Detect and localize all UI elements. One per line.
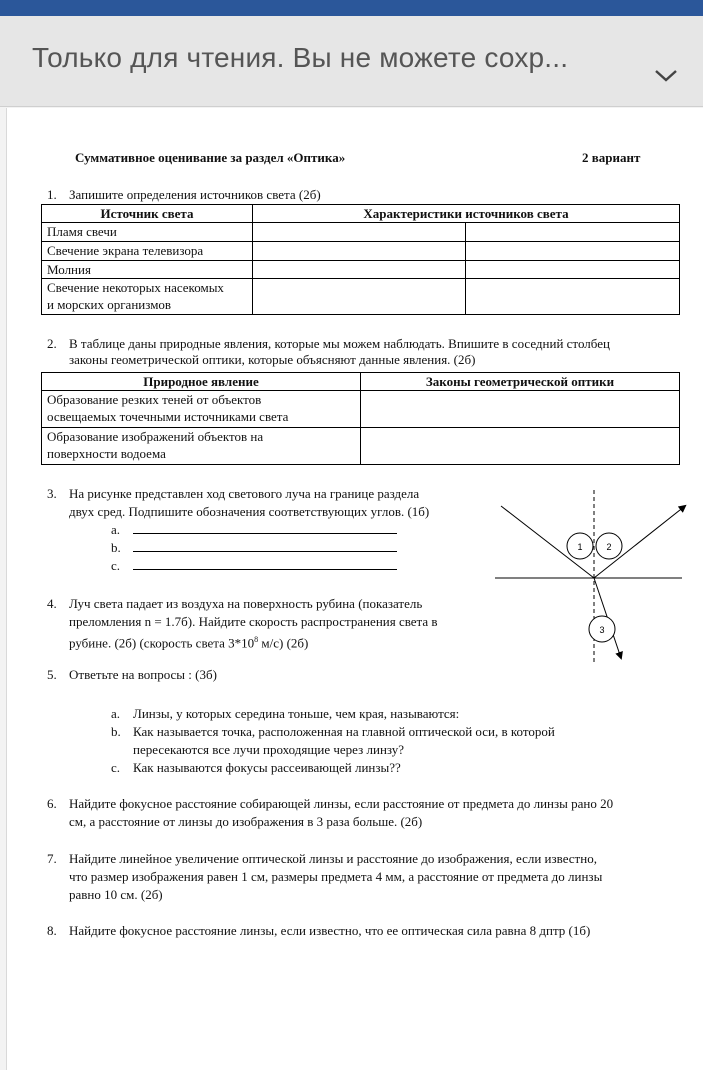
question-8-number: 8.: [47, 923, 57, 938]
answer-cell[interactable]: [253, 242, 466, 261]
table-row: Образование резких теней от объектов освещаемых точечными источниками света: [42, 391, 361, 428]
question-1: [47, 187, 321, 203]
question-5-number: 5.: [47, 667, 57, 682]
table-2-header-laws: Законы геометрической оптики: [361, 373, 680, 391]
answer-line-c[interactable]: c.: [111, 557, 397, 575]
answer-cell[interactable]: [466, 261, 680, 279]
question-7: 7. Найдите линейное увеличение оптической линзы и расстояние до изображения, если известно, что размер изображения равен 1 см, размеры предмета 4 мм, а расстояние от предмета до линзы равно 10 см. (2б): [47, 851, 603, 902]
table-1-header-characteristics: Характеристики источников света: [253, 205, 680, 223]
top-accent-bar: [0, 0, 703, 16]
table-row: Свечение некоторых насекомых и морских организмов: [42, 279, 253, 315]
question-7-number: 7.: [47, 851, 57, 866]
document-page: [6, 108, 703, 1070]
angle-3-label: 3: [599, 625, 605, 635]
chevron-down-icon[interactable]: [651, 66, 681, 86]
question-2: 2. В таблице даны природные явления, которые мы можем наблюдать. Впишите в соседний столбец законы геометрической оптики, которые объясняют данные явления. (2б): [47, 336, 610, 367]
question-2-number: 2.: [47, 336, 57, 351]
answer-cell[interactable]: [253, 223, 466, 242]
question-3-number: 3.: [47, 486, 57, 501]
question-1-number: 1.: [47, 187, 57, 202]
angle-1-label: 1: [577, 542, 583, 552]
question-4-number: 4.: [47, 596, 57, 611]
refraction-diagram: [491, 486, 687, 666]
list-item: c. Как называются фокусы рассеивающей линзы??: [111, 760, 401, 775]
angle-2-label: 2: [606, 542, 612, 552]
table-1-header-source: Источник света: [42, 205, 253, 223]
list-item: a. Линзы, у которых середина тоньше, чем края, называются:: [111, 706, 460, 721]
table-row: Свечение экрана телевизора: [42, 242, 253, 261]
table-row: Пламя свечи: [42, 223, 253, 242]
table-row: Молния: [42, 261, 253, 279]
answer-cell[interactable]: [466, 242, 680, 261]
read-only-banner-text: Только для чтения. Вы не можете сохр...: [32, 42, 569, 73]
answer-cell[interactable]: [253, 279, 466, 315]
question-6: 6. Найдите фокусное расстояние собирающей линзы, если расстояние от предмета до линзы рано 20 см, а расстояние от линзы до изображения в 3 раза больше. (2б): [47, 796, 614, 829]
list-item: b. Как называется точка, расположенная на главной оптической оси, в которой пересекаются все лучи проходящие через линзу?: [111, 724, 555, 757]
answer-line-b[interactable]: b.: [111, 539, 397, 557]
answer-line-a[interactable]: a.: [111, 521, 397, 539]
light-sources-table: [41, 204, 680, 315]
question-5-items: [111, 705, 555, 777]
answer-cell[interactable]: [466, 223, 680, 242]
question-6-number: 6.: [47, 796, 57, 811]
variant-label: 2 вариант: [582, 150, 641, 165]
answer-cell[interactable]: [361, 391, 680, 428]
read-only-banner: [0, 16, 703, 107]
natural-phenomena-table: [41, 372, 680, 465]
answer-cell[interactable]: [361, 428, 680, 465]
question-1-text: Запишите определения источников света (2б): [69, 187, 321, 202]
question-3: 3. На рисунке представлен ход светового луча на границе раздела двух сред. Подпишите обозначения соответствующих углов. (1б): [47, 486, 430, 519]
question-3-answers: [111, 521, 397, 575]
document-title: Суммативное оценивание за раздел «Оптика»: [75, 150, 346, 165]
question-5: 5. Ответьте на вопросы : (3б): [47, 667, 217, 682]
table-2-header-phenomenon: Природное явление: [42, 373, 361, 391]
question-4: 4. Луч света падает из воздуха на поверхность рубина (показатель преломления n = 1.7б). Найдите скорость распространения света в рубине. (2б) (скорость света $3*10^8$ м/с) (2б): [47, 596, 438, 651]
table-row: Образование изображений объектов на поверхности водоема: [42, 428, 361, 465]
answer-cell[interactable]: [253, 261, 466, 279]
question-8: 8. Найдите фокусное расстояние линзы, если известно, что ее оптическая сила равна 8 дптр (1б): [47, 923, 591, 938]
answer-cell[interactable]: [466, 279, 680, 315]
